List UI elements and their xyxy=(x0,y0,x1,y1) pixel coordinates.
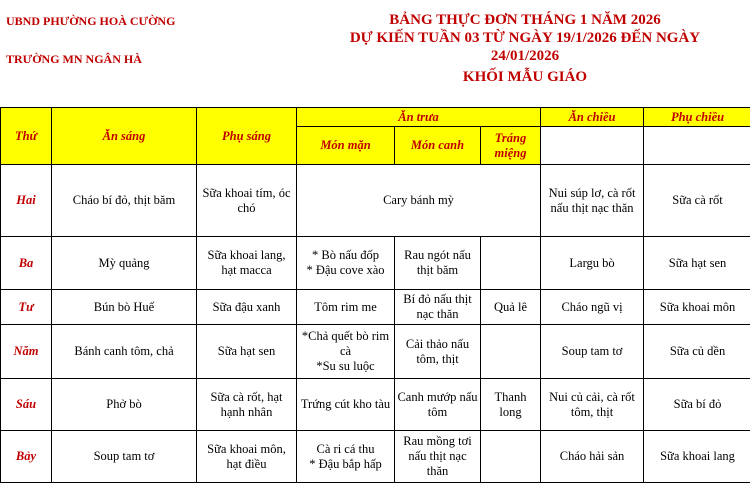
menu-title-line2: DỰ KIẾN TUẦN 03 TỪ NGÀY 19/1/2026 ĐẾN NGÀY xyxy=(349,30,701,46)
breakfast-cell: Bún bò Huế xyxy=(52,290,197,325)
header-morning-snack: Phụ sáng xyxy=(197,108,297,165)
soup-cell: Bí đỏ nấu thịt nạc thăn xyxy=(395,290,481,325)
dessert-cell xyxy=(481,325,541,379)
dessert-cell: Quả lê xyxy=(481,290,541,325)
afternoon-cell: Largu bò xyxy=(541,237,644,290)
header-day: Thứ xyxy=(1,108,52,165)
afternoon-snack-cell: Sữa khoai lang xyxy=(644,431,750,483)
header-afternoon: Ăn chiều xyxy=(541,108,644,127)
header-afternoon-blank xyxy=(541,127,644,165)
ward-name: UBND PHƯỜNG HOÀ CƯỜNG xyxy=(6,14,176,28)
table-row xyxy=(1,379,750,431)
main-dish-cell xyxy=(297,431,395,483)
afternoon-snack-cell: Sữa củ dền xyxy=(644,325,750,379)
morning-snack-cell: Sữa khoai tím, óc chó xyxy=(197,165,297,237)
main-dish-cell xyxy=(297,379,395,431)
header-lunch: Ăn trưa xyxy=(297,108,541,127)
soup-cell: Cải thảo nấu tôm, thịt xyxy=(395,325,481,379)
main-dish-line: *Su su luộc xyxy=(316,359,375,373)
main-dish-line: Trứng cút kho tàu xyxy=(300,397,391,411)
dessert-cell xyxy=(481,237,541,290)
main-dish-cell xyxy=(297,290,395,325)
afternoon-cell: Cháo hải sản xyxy=(541,431,644,483)
soup-cell: Canh mướp nấu tôm xyxy=(395,379,481,431)
afternoon-cell: Cháo ngũ vị xyxy=(541,290,644,325)
main-dish-line: * Bò nấu đốp xyxy=(311,248,379,262)
day-cell: Bảy xyxy=(1,431,52,483)
day-cell: Ba xyxy=(1,237,52,290)
table-row xyxy=(1,325,750,379)
morning-snack-cell: Sữa khoai môn, hạt điều xyxy=(197,431,297,483)
weekly-menu-table xyxy=(0,107,750,483)
soup-cell: Rau mồng tơi nấu thịt nạc thăn xyxy=(395,431,481,483)
dessert-cell: Thanh long xyxy=(481,379,541,431)
afternoon-snack-cell: Sữa khoai môn xyxy=(644,290,750,325)
header-afternoon-snack-blank xyxy=(644,127,750,165)
day-cell: Năm xyxy=(1,325,52,379)
breakfast-cell: Phở bò xyxy=(52,379,197,431)
main-dish-line: *Chả quết bò rim cà xyxy=(301,329,390,358)
table-row xyxy=(1,165,750,237)
main-dish-line: Tôm rim me xyxy=(314,299,377,314)
breakfast-cell: Bánh canh tôm, chả xyxy=(52,325,197,379)
afternoon-cell: Nui súp lơ, cà rốt nấu thịt nạc thăn xyxy=(541,165,644,237)
day-cell: Tư xyxy=(1,290,52,325)
header-afternoon-snack: Phụ chiều xyxy=(644,108,750,127)
table-row xyxy=(1,431,750,483)
main-dish-line: * Đậu bắp hấp xyxy=(309,456,382,471)
main-dish-cell xyxy=(297,325,395,379)
header-main-dish: Món mặn xyxy=(297,127,395,165)
table-row xyxy=(1,237,750,290)
afternoon-snack-cell: Sữa bí đỏ xyxy=(644,379,750,431)
afternoon-cell: Soup tam tơ xyxy=(541,325,644,379)
header-soup: Món canh xyxy=(395,127,481,165)
morning-snack-cell: Sữa hạt sen xyxy=(197,325,297,379)
soup-cell: Rau ngót nấu thịt băm xyxy=(395,237,481,290)
main-dish-line: Cà ri cá thu xyxy=(316,441,375,456)
table-row xyxy=(1,290,750,325)
day-cell: Sáu xyxy=(1,379,52,431)
main-dish-cell xyxy=(297,237,395,290)
menu-title-line3: 24/01/2026 xyxy=(490,48,560,64)
afternoon-snack-cell: Sữa cà rốt xyxy=(644,165,750,237)
breakfast-cell: Mỳ quảng xyxy=(52,237,197,290)
main-dish-line: * Đậu cove xào xyxy=(306,263,385,277)
lunch-combined-cell: Cary bánh mỳ xyxy=(297,165,541,237)
dessert-cell xyxy=(481,431,541,483)
morning-snack-cell: Sữa đậu xanh xyxy=(197,290,297,325)
afternoon-cell: Nui củ cải, cà rốt tôm, thịt xyxy=(541,379,644,431)
header-breakfast: Ăn sáng xyxy=(52,108,197,165)
breakfast-cell: Cháo bí đỏ, thịt băm xyxy=(52,165,197,237)
header-dessert: Tráng miệng xyxy=(481,127,541,165)
morning-snack-cell: Sữa khoai lang, hạt macca xyxy=(197,237,297,290)
menu-title-line4: KHỐI MẪU GIÁO xyxy=(462,69,588,85)
breakfast-cell: Soup tam tơ xyxy=(52,431,197,483)
day-cell: Hai xyxy=(1,165,52,237)
morning-snack-cell: Sữa cà rốt, hạt hạnh nhân xyxy=(197,379,297,431)
menu-title-line1: BẢNG THỰC ĐƠN THÁNG 1 NĂM 2026 xyxy=(389,12,661,28)
school-name: TRƯỜNG MN NGÂN HÀ xyxy=(6,52,142,66)
afternoon-snack-cell: Sữa hạt sen xyxy=(644,237,750,290)
